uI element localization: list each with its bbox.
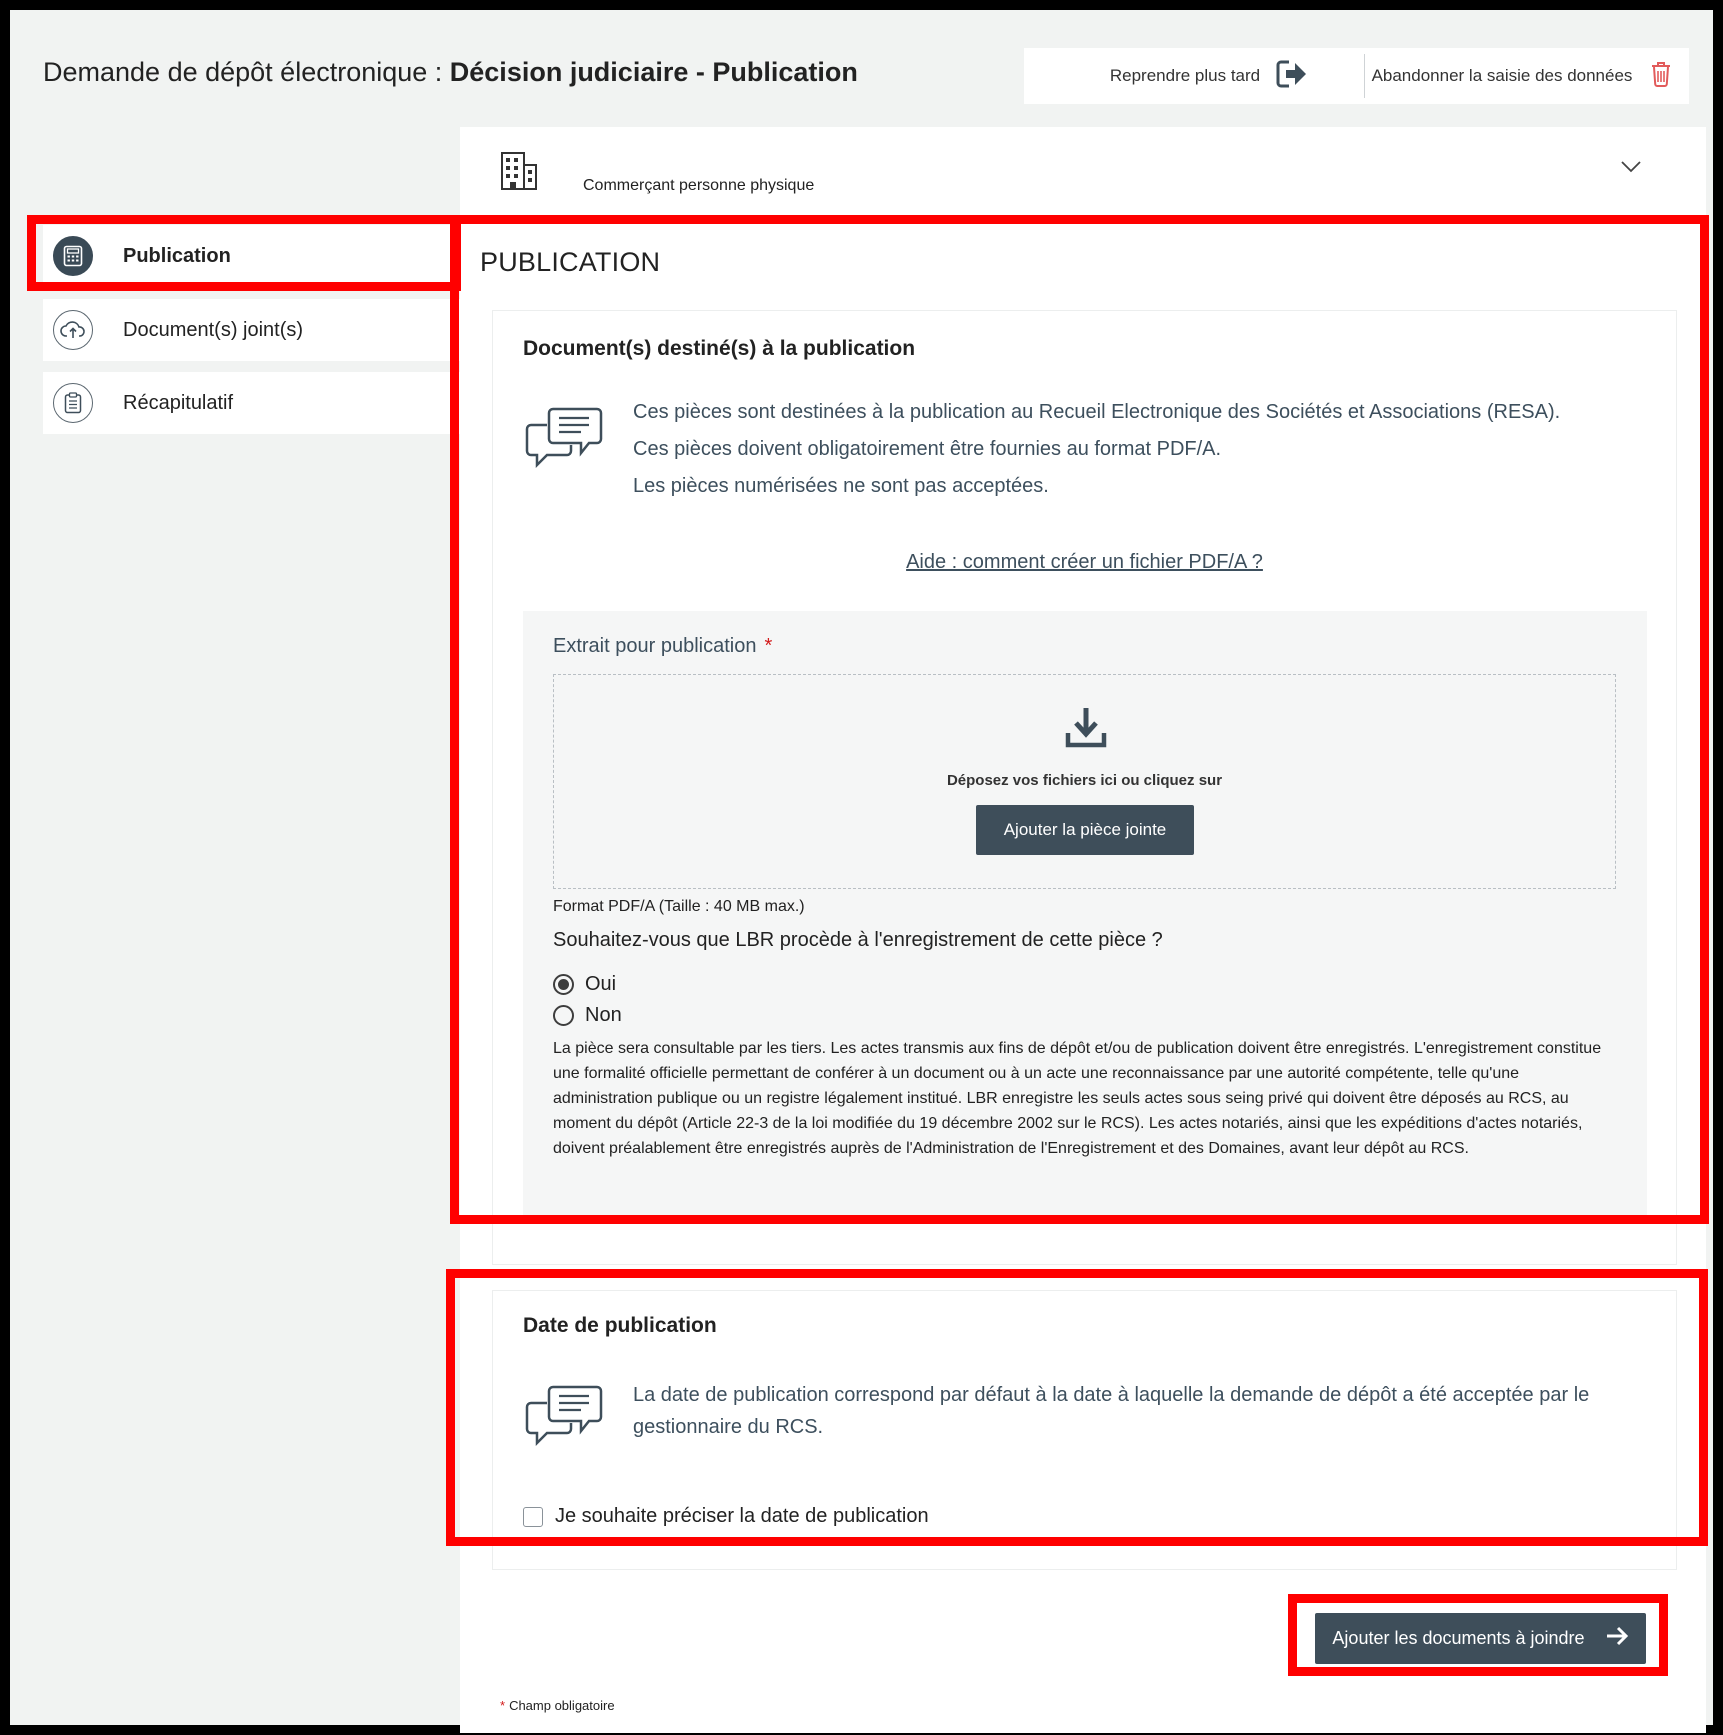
sidebar-item-label: Récapitulatif [123, 391, 234, 414]
radio-label: Non [585, 1004, 622, 1026]
calculator-icon [53, 236, 93, 276]
radio-button[interactable] [553, 974, 574, 995]
info-line: Les pièces numérisées ne sont pas acceptées. [633, 475, 1049, 497]
arrow-right-icon [1605, 1626, 1629, 1651]
info-line: Ces pièces sont destinées à la publication au Recueil Electronique des Sociétés et Associations (RESA). [633, 401, 1561, 423]
header-toolbar [1024, 48, 1689, 104]
specify-date-option[interactable] [523, 1505, 929, 1528]
upload-label-text: Extrait pour publication [553, 635, 757, 657]
registration-legal-text: La pièce sera consultable par les tiers. Les actes transmis aux fins de dépôt et/ou de publication doivent être enregistrés. L'enregistrement constitue une formalité officielle permettant de conférer à un document ou à un acte une reconnaissance par une autorité compétente, telle qu'une administration publique ou un registre légalement institué. LBR enregistre les seuls actes sous seing privé qui doivent être déposés au RCS, au moment du dépôt (Article 22-3 de la loi modifiée du 19 décembre 2002 sur le RCS). Les actes notariés, ainsi que les expéditions d'actes notariés, doivent préalablement être enregistrés auprès de l'Administration de l'Enregistrement et des Domaines, avant leur dépôt au RCS. [553, 1040, 1602, 1157]
specify-date-checkbox[interactable] [523, 1507, 543, 1527]
page-title-prefix: Demande de dépôt électronique : [43, 57, 450, 87]
upload-panel [523, 611, 1647, 1221]
add-documents-label: Ajouter les documents à joindre [1332, 1628, 1585, 1648]
add-documents-button[interactable] [1315, 1613, 1646, 1664]
download-icon [1064, 705, 1108, 754]
documents-info-text [633, 394, 1560, 505]
exit-arrow-icon [1276, 59, 1308, 94]
abandon-label: Abandonner la saisie des données [1371, 66, 1633, 85]
page-title [43, 57, 858, 88]
publication-date-title: Date de publication [523, 1314, 717, 1337]
info-line: Ces pièces doivent obligatoirement être fournies au format PDF/A. [633, 438, 1222, 460]
radio-button[interactable] [553, 1005, 574, 1026]
entity-type-label: Commerçant personne physique [583, 177, 815, 194]
add-attachment-button[interactable]: Ajouter la pièce jointe [976, 805, 1194, 855]
chat-bubbles-icon [523, 1381, 603, 1452]
specify-date-label: Je souhaite préciser la date de publication [555, 1505, 929, 1527]
upload-field-label [553, 635, 772, 658]
required-marker: * [764, 635, 773, 657]
sidebar-item-recapitulatif[interactable] [43, 372, 461, 434]
registration-question: Souhaitez-vous que LBR procède à l'enregistrement de cette pièce ? [553, 929, 1163, 951]
resume-later-label: Reprendre plus tard [1109, 66, 1261, 85]
documents-card [492, 310, 1677, 1265]
sidebar-item-label: Document(s) joint(s) [123, 318, 304, 341]
entity-header [460, 127, 1706, 217]
trash-icon [1650, 61, 1672, 92]
abandon-button[interactable] [1365, 48, 1689, 104]
chat-bubbles-icon [523, 403, 603, 474]
radio-oui[interactable] [553, 973, 616, 996]
required-marker: * [500, 1698, 506, 1713]
file-dropzone[interactable] [553, 674, 1616, 889]
pdfa-help-link[interactable]: Aide : comment créer un fichier PDF/A ? [906, 551, 1263, 573]
radio-label: Oui [585, 973, 617, 995]
clipboard-icon [53, 383, 93, 423]
format-note: Format PDF/A (Taille : 40 MB max.) [553, 898, 805, 915]
chevron-down-icon[interactable] [1620, 159, 1642, 178]
sidebar-item-documents[interactable] [43, 299, 461, 361]
radio-non[interactable] [553, 1004, 622, 1027]
dropzone-text: Déposez vos fichiers ici ou cliquez sur [946, 772, 1223, 789]
sidebar-item-label: Publication [123, 244, 231, 267]
info-line: gestionnaire du RCS. [633, 1416, 824, 1438]
cloud-upload-icon [53, 310, 93, 350]
publication-date-card [492, 1290, 1677, 1570]
section-title: PUBLICATION [480, 247, 661, 277]
resume-later-button[interactable] [1024, 48, 1364, 104]
page-title-main: Décision judiciaire - Publication [449, 57, 858, 87]
required-note-text: Champ obligatoire [509, 1698, 615, 1713]
building-icon [500, 151, 538, 196]
info-line: La date de publication correspond par défaut à la date à laquelle la demande de dépôt a été acceptée par le [633, 1384, 1590, 1406]
required-field-note [500, 1698, 615, 1713]
publication-date-info-text [633, 1379, 1653, 1443]
sidebar-item-publication[interactable] [43, 225, 461, 287]
main-panel [460, 127, 1706, 1733]
documents-card-title: Document(s) destiné(s) à la publication [523, 337, 916, 360]
